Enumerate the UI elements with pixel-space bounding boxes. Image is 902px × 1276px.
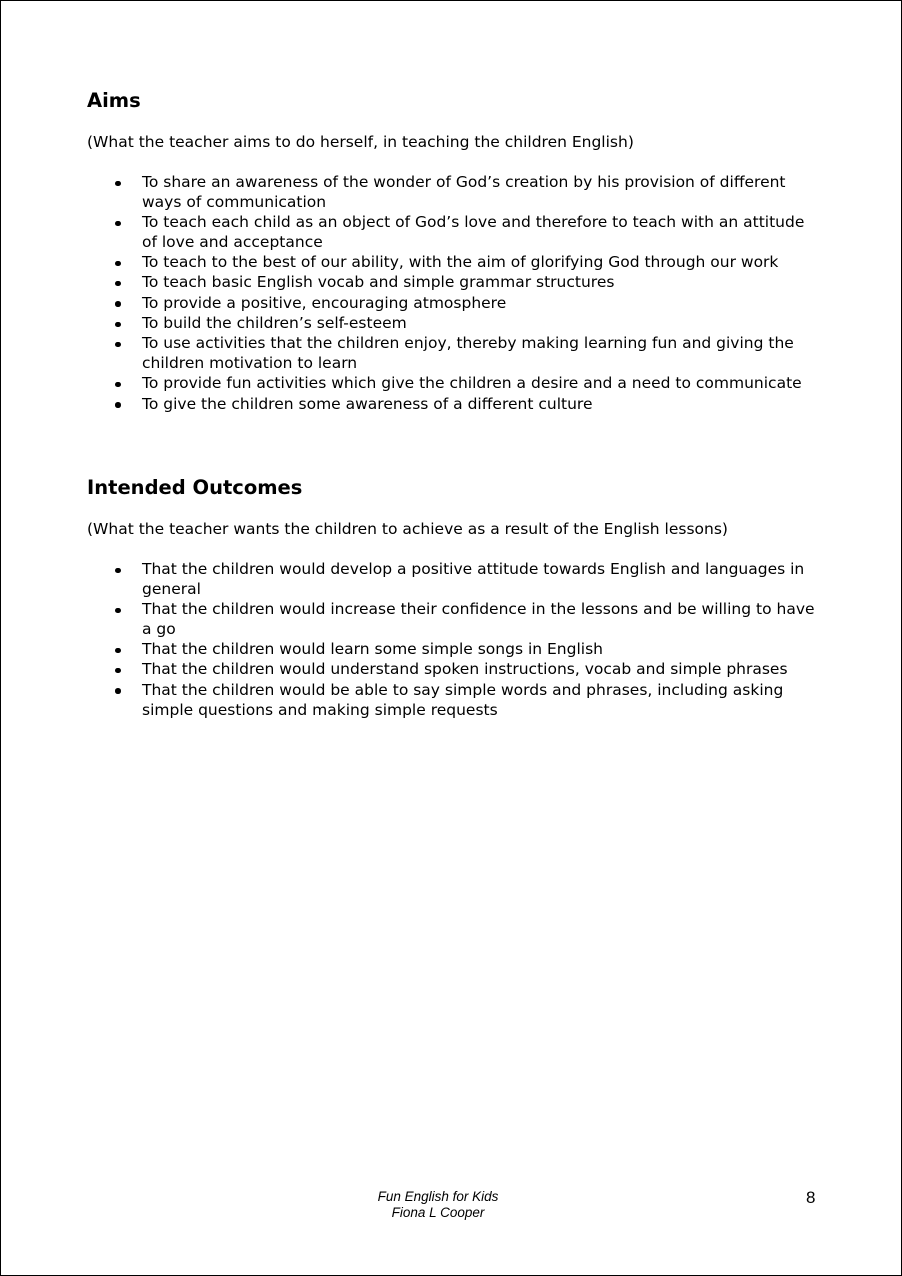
list-item xyxy=(113,374,823,394)
list-item-text: To teach to the best of our ability, with the aim of glorifying God through our work xyxy=(142,253,779,272)
list-item xyxy=(113,294,823,314)
bullet-icon xyxy=(115,221,121,227)
aims-heading: Aims xyxy=(87,89,141,112)
list-item xyxy=(113,640,823,660)
list-item-text: That the children would learn some simple songs in English xyxy=(142,640,603,659)
list-item xyxy=(113,173,823,213)
bullet-icon xyxy=(115,382,121,388)
footer-title: Fun English for Kids xyxy=(377,1189,499,1204)
list-item xyxy=(113,213,823,253)
list-item xyxy=(113,560,823,600)
page-number: 8 xyxy=(806,1188,816,1207)
list-item xyxy=(113,395,823,415)
list-item xyxy=(113,253,823,273)
list-item xyxy=(113,600,823,640)
outcomes-list xyxy=(113,560,823,721)
bullet-icon xyxy=(115,301,121,307)
list-item xyxy=(113,681,823,721)
list-item-text: To give the children some awareness of a different culture xyxy=(142,394,593,413)
list-item xyxy=(113,334,823,374)
footer-author: Fiona L Cooper xyxy=(391,1205,485,1220)
bullet-icon xyxy=(115,688,121,694)
page-footer xyxy=(338,1189,538,1221)
bullet-icon xyxy=(115,261,121,267)
bullet-icon xyxy=(115,281,121,287)
bullet-icon xyxy=(115,181,121,187)
bullet-icon xyxy=(115,668,121,674)
list-item-text: That the children would be able to say simple words and phrases, including asking simple questions and making simple requests xyxy=(142,680,784,719)
list-item-text: To share an awareness of the wonder of God’s creation by his provision of different ways of communication xyxy=(142,173,786,211)
list-item xyxy=(113,273,823,293)
bullet-icon xyxy=(115,568,121,574)
list-item-text: To use activities that the children enjoy, thereby making learning fun and giving the children motivation to learn xyxy=(142,334,794,373)
bullet-icon xyxy=(115,402,121,408)
list-item xyxy=(113,314,823,334)
bullet-icon xyxy=(115,342,121,348)
outcomes-intro: (What the teacher wants the children to achieve as a result of the English lessons) xyxy=(87,520,728,538)
list-item-text: That the children would understand spoken instructions, vocab and simple phrases xyxy=(142,660,788,679)
list-item-text: That the children would develop a positive attitude towards English and languages in general xyxy=(142,560,805,598)
list-item-text: That the children would increase their confidence in the lessons and be willing to have a go xyxy=(142,600,815,638)
bullet-icon xyxy=(115,322,121,328)
bullet-icon xyxy=(115,608,121,614)
aims-list xyxy=(113,173,823,415)
list-item-text: To provide fun activities which give the children a desire and a need to communicate xyxy=(142,374,802,393)
bullet-icon xyxy=(115,648,121,654)
list-item xyxy=(113,660,823,680)
list-item-text: To provide a positive, encouraging atmosphere xyxy=(142,293,507,312)
list-item-text: To build the children’s self-esteem xyxy=(142,314,407,333)
list-item-text: To teach each child as an object of God’s love and therefore to teach with an attitude of love and acceptance xyxy=(142,213,805,251)
aims-intro: (What the teacher aims to do herself, in teaching the children English) xyxy=(87,133,634,151)
list-item-text: To teach basic English vocab and simple grammar structures xyxy=(142,273,615,292)
outcomes-heading: Intended Outcomes xyxy=(87,476,303,499)
